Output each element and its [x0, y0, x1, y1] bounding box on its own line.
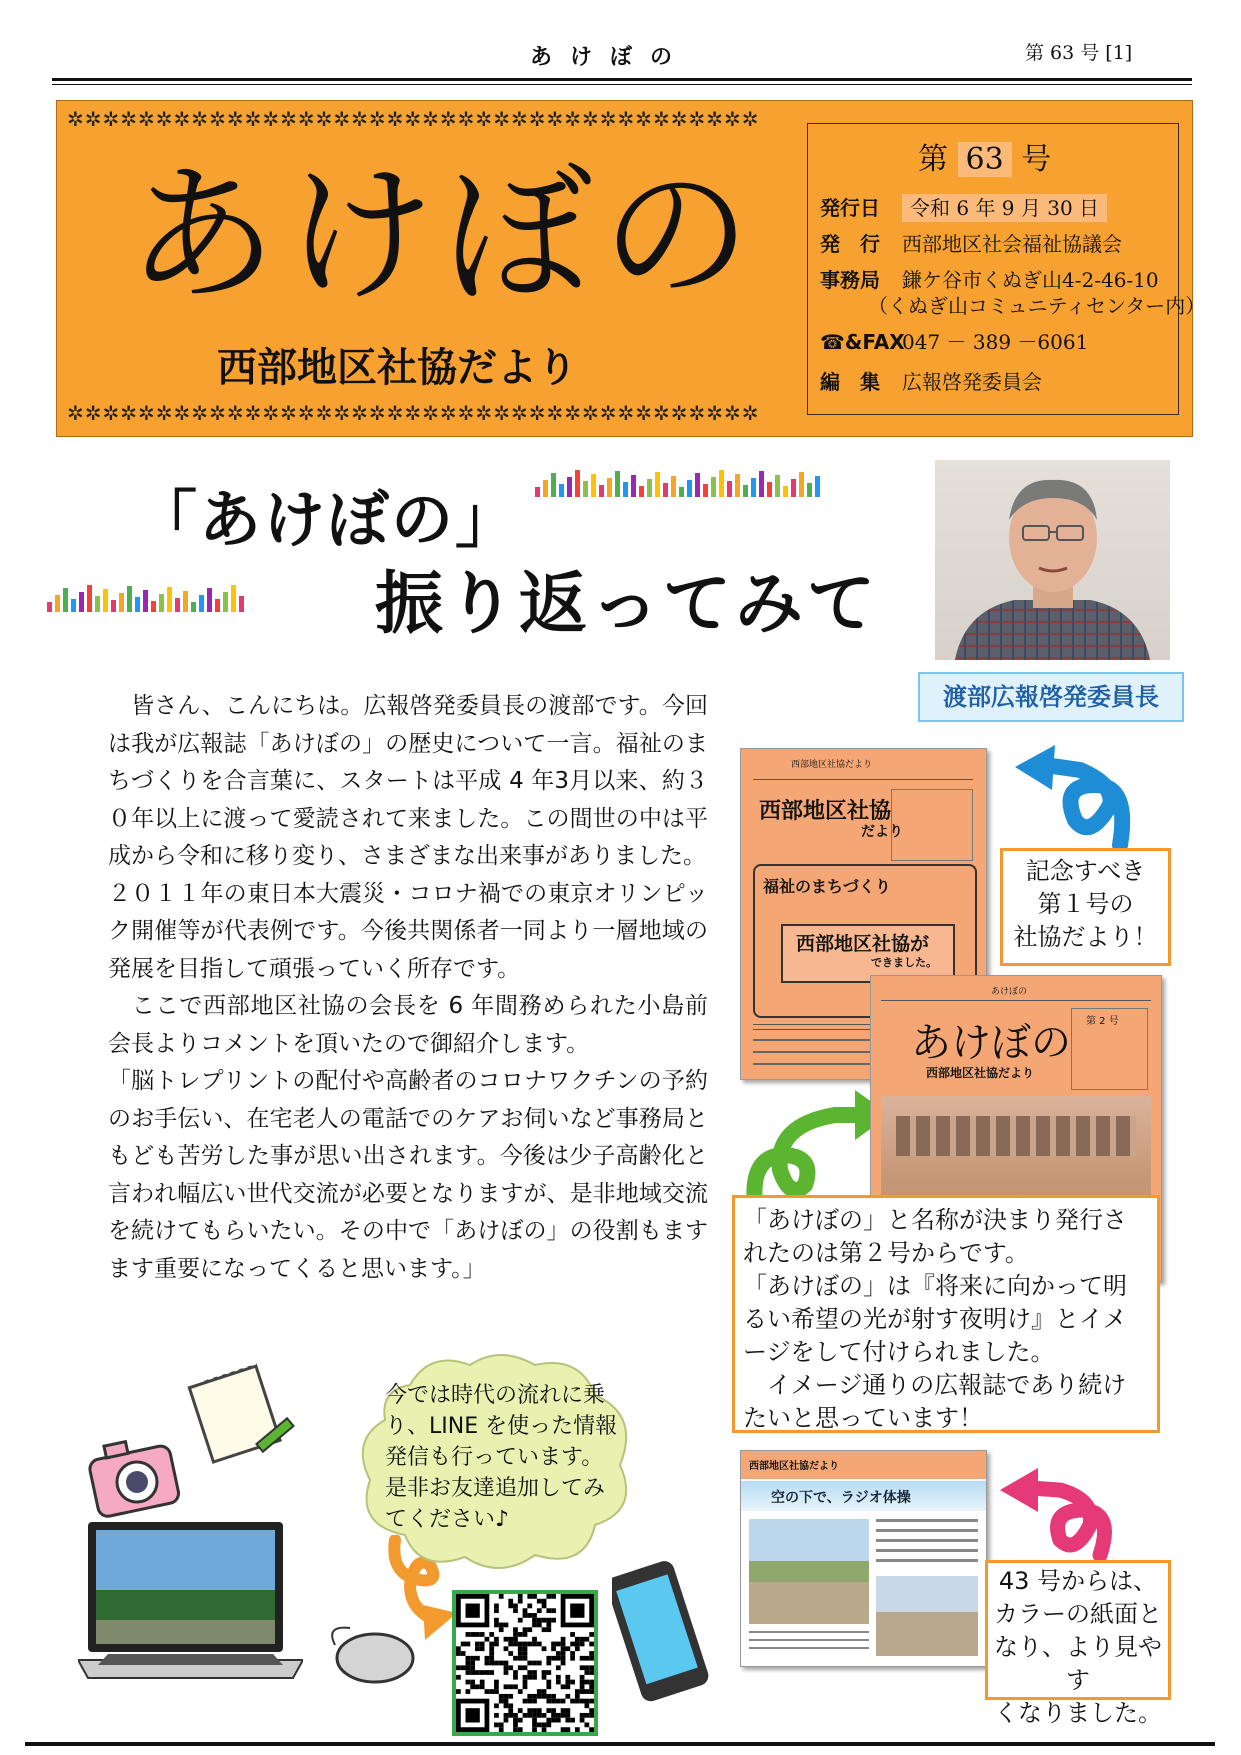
- decor-bar: [95, 596, 100, 612]
- decor-bar: [647, 479, 652, 497]
- decor-bar: [191, 602, 196, 612]
- decor-bar: [207, 588, 212, 612]
- curl-arrow-blue-icon: [1000, 745, 1140, 860]
- decor-bar: [79, 592, 84, 612]
- flower-border-top: ✲✲✲✲✲✲✲✲✲✲✲✲✲✲✲✲✲✲✲✲✲✲✲✲✲✲✲✲✲✲✲✲✲✲✲✲✲✲✲: [67, 107, 760, 131]
- decor-bar: [807, 483, 812, 497]
- qr-code-icon: [456, 1594, 594, 1732]
- body-paragraph: 「脳トレプリントの配付や高齢者のコロナワクチンの予約のお手伝い、在宅老人の電話でのケアお伺いなど事務局ともども苦労した事が思い出されます。今後は少子高齢化と言われ幅広い世代交流が必要となりますが、是非地域交流を続けてもらいたい。その中で「あけぼの」の役割もますます重要になってくると思います。」: [108, 1068, 708, 1282]
- decor-bar: [655, 472, 660, 497]
- header-rule-thin: [52, 84, 1192, 85]
- decor-bar: [183, 591, 188, 612]
- info-row-publisher: 発 行 西部地区社会福祉協議会: [820, 232, 1122, 256]
- decor-bar: [535, 487, 540, 497]
- curl-arrow-pink-icon: [990, 1460, 1120, 1560]
- decor-bar: [119, 593, 124, 612]
- headline-line2: 振り返ってみて: [375, 565, 880, 644]
- decor-bar: [703, 484, 708, 497]
- decor-bar: [159, 594, 164, 612]
- portrait-caption: 渡部広報啓発委員長: [918, 672, 1184, 722]
- decor-bar: [199, 595, 204, 612]
- decor-bar: [543, 480, 548, 497]
- thumbnail-issue-2: あけぼの あけぼの 西部地区社協だより 第 2 号: [870, 975, 1162, 1282]
- decor-bar: [639, 486, 644, 497]
- decorative-bars-left: [47, 585, 244, 612]
- body-paragraph: ２０１１年の東日本大震災・コロナ禍での東京オリンピック開催等が代表例です。今後共関係者一同より一層地域の発展を目指して頑張っていく所存です。: [108, 880, 708, 982]
- decor-bar: [103, 589, 108, 612]
- info-row-office-sub: （くぬぎ山コミュニティセンター内）: [868, 294, 1206, 318]
- thumbnail-issue-43: 西部地区社協だより 空の下で、ラジオ体操: [740, 1450, 987, 1667]
- decor-bar: [783, 486, 788, 497]
- decor-bar: [63, 588, 68, 612]
- running-header-issue: 第 63 号 [1]: [1025, 42, 1133, 64]
- decor-bar: [687, 480, 692, 497]
- mouse-icon: [330, 1620, 420, 1690]
- decor-bar: [559, 484, 564, 497]
- decor-bar: [735, 474, 740, 497]
- decor-bar: [695, 473, 700, 497]
- info-row-tel: ☎&FAX047 － 389 －6061: [820, 330, 1089, 354]
- laptop-icon: [78, 1520, 303, 1680]
- decor-bar: [215, 599, 220, 612]
- decor-bar: [599, 485, 604, 497]
- decor-bar: [55, 595, 60, 612]
- decorative-bars-top: [535, 470, 820, 497]
- notepad-pencil-icon: [185, 1360, 300, 1470]
- cloud-message: 今では時代の流れに乗り、LINE を使った情報発信も行っています。是非お友達追加してみてください♪: [385, 1383, 618, 1532]
- decor-bar: [567, 477, 572, 497]
- thumbnail-issue-1: 西部地区社協だより 西部地区社協 だより 福祉のまちづくり 西部地区社協が できました。: [740, 748, 987, 1080]
- thumb2-title: あけぼの: [911, 1020, 1071, 1066]
- issue-info-box: [807, 123, 1206, 415]
- info-row-date: 発行日 令和 6 年 9 月 30 日: [820, 192, 1107, 221]
- decor-bar: [775, 475, 780, 497]
- decor-bar: [143, 590, 148, 612]
- portrait-illustration: [935, 460, 1170, 660]
- decor-bar: [231, 585, 236, 612]
- article-body: [108, 688, 708, 1288]
- callout-color-issue: 43 号からは、 カラーの紙面と なり、より見やす くなりました。: [985, 1560, 1171, 1700]
- decor-bar: [111, 600, 116, 612]
- info-row-editor: 編 集 広報啓発委員会: [820, 370, 1042, 394]
- headline-line1: 「あけぼの」: [135, 483, 520, 556]
- flower-border-bottom: ✲✲✲✲✲✲✲✲✲✲✲✲✲✲✲✲✲✲✲✲✲✲✲✲✲✲✲✲✲✲✲✲✲✲✲✲✲✲✲: [67, 401, 760, 425]
- decor-bar: [767, 482, 772, 497]
- footer-rule: [25, 1742, 1215, 1746]
- line-qr-code: [452, 1590, 598, 1736]
- decor-bar: [127, 586, 132, 612]
- info-row-office: 事務局 鎌ケ谷市くぬぎ山4-2-46-10: [820, 268, 1159, 292]
- masthead-subtitle: 西部地区社協だより: [217, 345, 577, 391]
- thumb1-title: 西部地区社協: [759, 799, 892, 824]
- decor-bar: [223, 592, 228, 612]
- decor-bar: [135, 597, 140, 612]
- decor-bar: [175, 598, 180, 612]
- running-header-title: あけぼの: [530, 45, 691, 70]
- decor-bar: [87, 585, 92, 612]
- decor-bar: [623, 482, 628, 497]
- issue-number: 第 63 号: [918, 142, 1052, 177]
- decor-bar: [47, 602, 52, 612]
- decor-bar: [551, 473, 556, 497]
- decor-bar: [663, 483, 668, 497]
- decor-bar: [743, 485, 748, 497]
- decor-bar: [167, 587, 172, 612]
- portrait-photo: [935, 460, 1170, 660]
- decor-bar: [719, 470, 724, 497]
- decor-bar: [591, 474, 596, 497]
- decor-bar: [607, 478, 612, 497]
- decor-bar: [791, 479, 796, 497]
- body-paragraph: 皆さん、こんにちは。広報啓発委員長の渡部です。今回は我が広報誌「あけぼの」の歴史について一言。福祉のまちづくりを合言葉に、スタートは平成 4 年3月以来、約３０年以上に渡って愛読されて来ました。この間世の中は平成から令和に移り変り、さまざまな出来事がありました。: [108, 693, 708, 869]
- decor-bar: [239, 596, 244, 612]
- decor-bar: [151, 601, 156, 612]
- header-rule: [52, 78, 1192, 81]
- decor-bar: [583, 481, 588, 497]
- decor-bar: [631, 475, 636, 497]
- body-paragraph: ここで西部地区社協の会長を 6 年間務められた小島前会長よりコメントを頂いたので御紹介します。: [108, 993, 708, 1057]
- decor-bar: [711, 477, 716, 497]
- masthead: [56, 100, 1206, 437]
- decor-bar: [671, 476, 676, 497]
- decor-bar: [759, 471, 764, 497]
- decor-bar: [679, 487, 684, 497]
- decor-bar: [71, 599, 76, 612]
- decor-bar: [575, 470, 580, 497]
- decor-bar: [727, 481, 732, 497]
- decor-bar: [799, 472, 804, 497]
- callout-naming: 「あけぼの」と名称が決まり発行されたのは第２号からです。 「あけぼの」は『将来に向かって明るい希望の光が射す夜明け』とイメージをして付けられました。 イメージ通りの広報誌であり続けたいと思っています！: [732, 1195, 1160, 1433]
- decor-bar: [615, 471, 620, 497]
- decor-bar: [751, 478, 756, 497]
- camera-icon: [85, 1430, 185, 1520]
- smartphone-icon: [612, 1555, 722, 1715]
- decor-bar: [815, 476, 820, 497]
- callout-first-issue: 記念すべき 第１号の 社協だより！: [1000, 848, 1171, 966]
- masthead-title: あけぼの: [127, 149, 760, 323]
